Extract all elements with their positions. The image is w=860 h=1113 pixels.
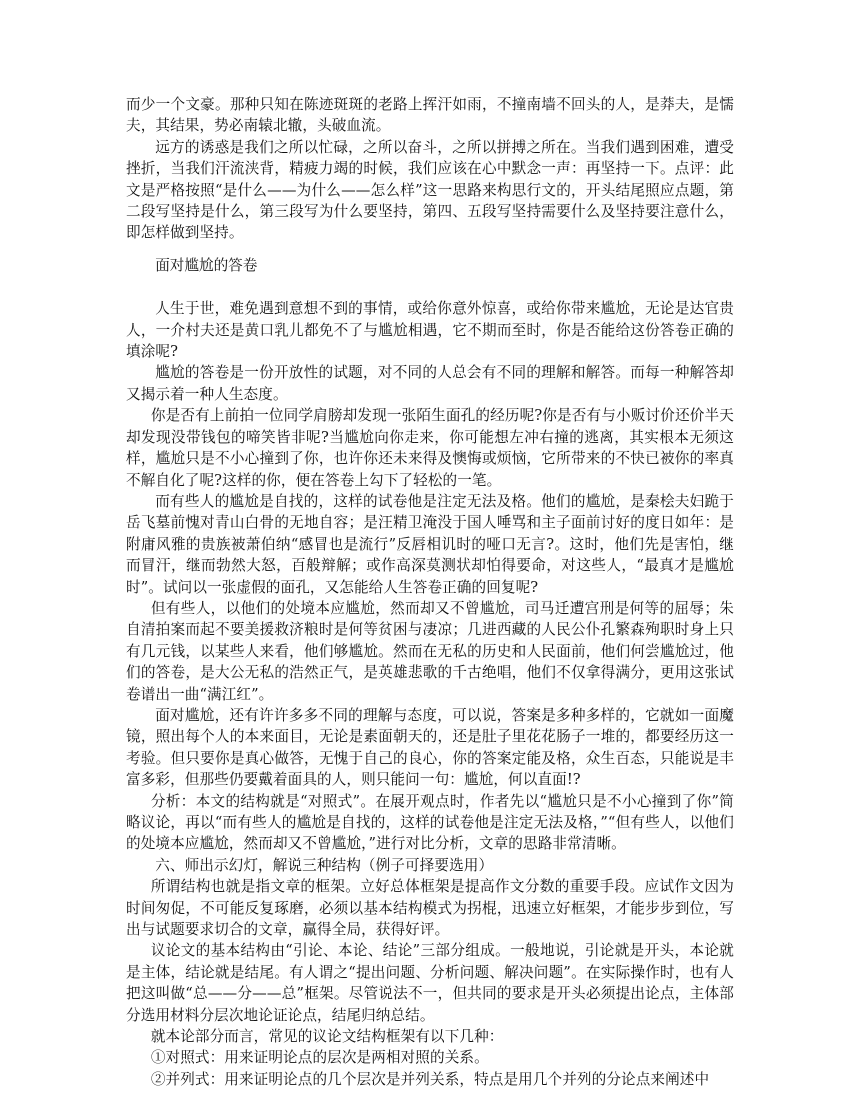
structure-paragraph-2: 议论文的基本结构由“引论、本论、结论”三部分组成。一般地说，引论就是开头，本论就是主体，结论就是结尾。有人谓之“提出问题、分析问题、解决问题”。在实际操作时，也有人把这叫做“总——分——总”框架。尽管说法不一，但共同的要求是开头必须提出论点，主体部分选用材料分层次地论证论点，结尾归纳总结。	[126, 942, 734, 1024]
spacer	[126, 276, 734, 298]
structure-intro-line: 就本论部分而言，常见的议论文结构框架有以下几种：	[150, 1028, 504, 1046]
spacer	[126, 244, 734, 255]
structure-paragraph-1: 所谓结构也就是指文章的框架。立好总体框架是提高作文分数的重要手段。应试作文因为时间匆促，不可能反复琢磨，必须以基本结构模式为拐棍，迅速立好框架，才能步步到位，写出与试题要求切合的文章，赢得全局，获得好评。	[126, 878, 734, 939]
essay-paragraph-6: 面对尴尬，还有许许多多不同的理解与态度，可以说，答案是多种多样的，它就如一面魔镜，照出每个人的本来面目，无论是素面朝天的，还是肚子里花花肠子一堆的，都要经历这一考验。但只要你是真心做答，无愧于自己的良心，你的答案定能及格，众生百态，只能说是丰富多彩，但那些仍要戴着面具的人，则只能问一句：尴尬，何以直面!?	[126, 706, 734, 789]
essay-paragraph-3: 你是否有上前拍一位同学肩膀却发现一张陌生面孔的经历呢?你是否有与小贩讨价还价半天却发现没带钱包的啼笑皆非呢?当尴尬向你走来，你可能想左冲右撞的逃离，其实根本无须这样，尴尬只是不小心撞到了你，也许你还未来得及懊悔或烦恼，它所带来的不快已被你的率真不解自化了呢?这样的你，便在答卷上勾下了轻松的一笔。	[126, 407, 734, 489]
essay-title: 面对尴尬的答卷	[155, 256, 258, 274]
paragraph-top-1: 而少一个文豪。那种只知在陈迹斑斑的老路上挥汗如雨，不撞南墙不回头的人，是莽夫，是懦夫，其结果，势必南辕北辙，头破血流。	[126, 96, 734, 135]
paragraph-top-2: 远方的诱惑是我们之所以忙碌，之所以奋斗，之所以拼搏之所在。当我们遇到困难，遭受挫折，当我们汗流浃背，精疲力竭的时候，我们应该在心中默念一声：再坚持一下。点评：此文是严格按照“是什么——为什么——怎么样”这一思路来构思行文的，开头结尾照应点题，第二段写坚持是什么，第三段写为什么要坚持，第四、五段写坚持需要什么及坚持要注意什么，即怎样做到坚持。	[126, 138, 734, 242]
section-heading-six: 六、师出示幻灯，解说三种结构（例子可择要选用）	[155, 856, 494, 874]
document-page	[126, 94, 734, 1090]
essay-paragraph-2: 尴尬的答卷是一份开放性的试题，对不同的人总会有不同的理解和解答。而每一种解答却又揭示着一种人生态度。	[126, 364, 734, 403]
essay-paragraph-4: 而有些人的尴尬是自找的，这样的试卷他是注定无法及格。他们的尴尬，是秦桧夫妇跪于岳飞墓前愧对青山白骨的无地自容；是汪精卫淹没于国人唾骂和主子面前讨好的度日如年：是附庸风雅的贵族被萧伯纳“感冒也是流行”反唇相讥时的哑口无言?。这时，他们先是害怕，继而冒汗，继而勃然大怒，百般辩解；或作高深莫测状却怕得要命，对这些人，“最真才是尴尬时”。试问以一张虚假的面孔，又怎能给人生答卷正确的回复呢?	[126, 492, 734, 596]
analysis-paragraph: 分析：本文的结构就是“对照式”。在展开观点时，作者先以“尴尬只是不小心撞到了你”简略议论，再以“而有些人的尴尬是自找的，这样的试卷他是注定无法及格，”“但有些人，以他们的处境本应尴尬，然而却又不曾尴尬，”进行对比分析，文章的思路非常清晰。	[126, 792, 734, 853]
essay-paragraph-5: 但有些人，以他们的处境本应尴尬，然而却又不曾尴尬，司马迁遭宫刑是何等的屈辱；朱自清拍案而起不要美援救济粮时是何等贫困与凄凉；几进西藏的人民公仆孔繁森殉职时身上只有几元钱，以某些人来看，他们够尴尬。然而在无私的历史和人民面前，他们何尝尴尬过，他们的答卷，是大公无私的浩然正气，是英雄悲歌的千古绝唱，他们不仅拿得满分，更用这张试卷谱出一曲“满江红”。	[126, 599, 734, 703]
structure-item-parallel: ②并列式：用来证明论点的几个层次是并列关系，特点是用几个并列的分论点来阐述中	[150, 1070, 710, 1088]
structure-item-contrast: ①对照式：用来证明论点的层次是两相对照的关系。	[150, 1049, 489, 1067]
essay-paragraph-1: 人生于世，难免遇到意想不到的事情，或给你意外惊喜，或给你带来尴尬，无论是达官贵人，一介村夫还是黄口乳儿都免不了与尴尬相遇，它不期而至时，你是否能给这份答卷正确的填涂呢?	[126, 300, 734, 361]
